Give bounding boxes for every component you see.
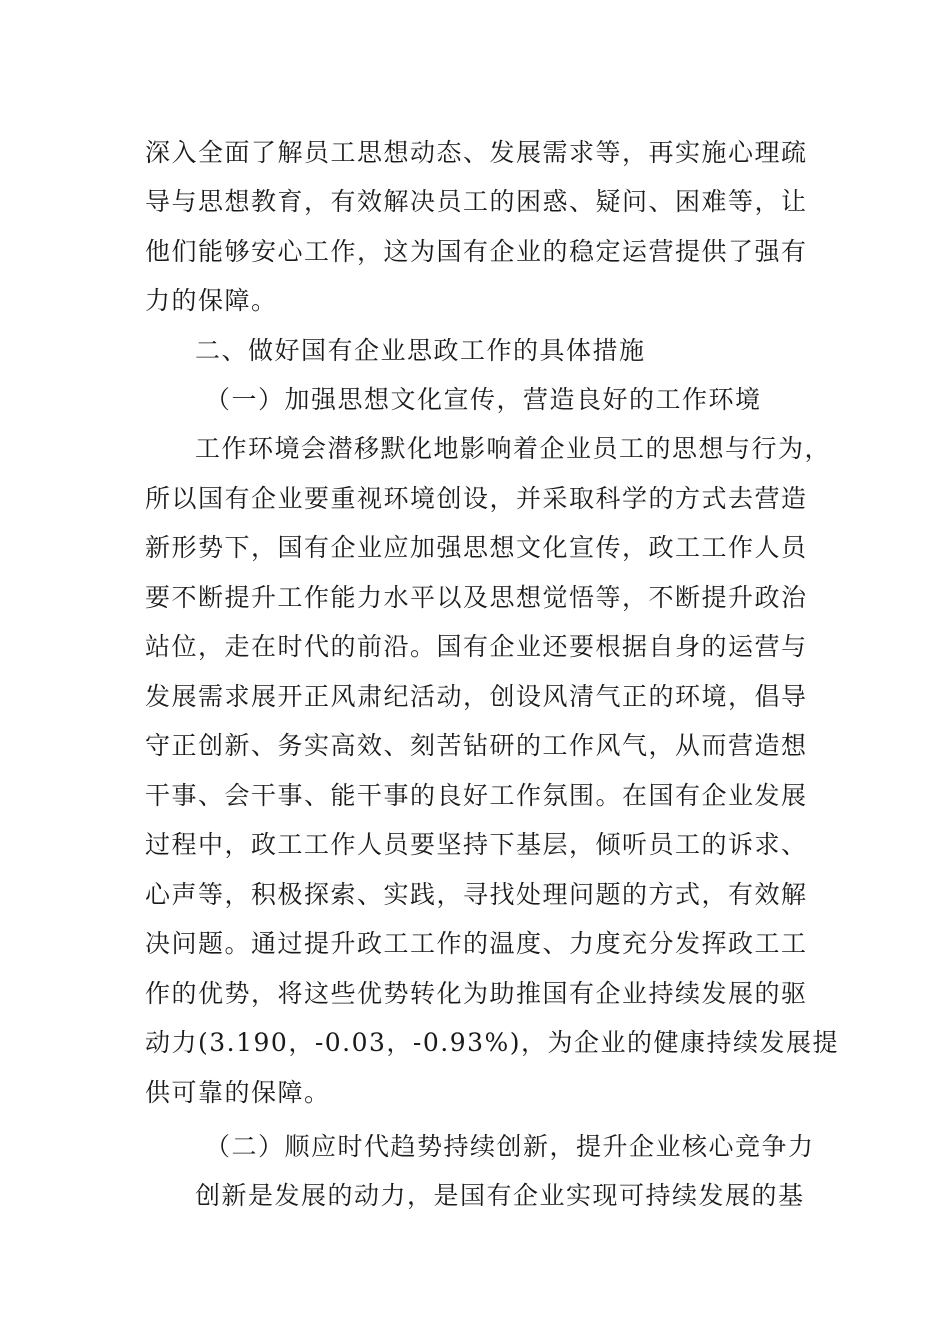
- body-text-line: 新形势下，国有企业应加强思想文化宣传，政工工作人员: [145, 533, 808, 562]
- body-text-line: 决问题。通过提升政工工作的温度、力度充分发挥政工工: [145, 929, 808, 958]
- body-text-line: 动力(3.190，-0.03，-0.93%)，为企业的健康持续发展提: [145, 1028, 840, 1057]
- body-text-line: 干事、会干事、能干事的良好工作氛围。在国有企业发展: [145, 781, 808, 810]
- body-text-line: 要不断提升工作能力水平以及思想觉悟等，不断提升政治: [145, 583, 808, 612]
- body-text-line: 发展需求展开正风肃纪活动，创设风清气正的环境，倡导: [145, 682, 808, 711]
- body-text-line: 过程中，政工工作人员要坚持下基层，倾听员工的诉求、: [145, 830, 808, 859]
- body-text-line: 他们能够安心工作，这为国有企业的稳定运营提供了强有: [145, 237, 808, 266]
- body-text-line: 所以国有企业要重视环境创设，并采取科学的方式去营造: [145, 484, 808, 513]
- body-text-line: 站位，走在时代的前沿。国有企业还要根据自身的运营与: [145, 632, 808, 661]
- body-text-line: 深入全面了解员工思想动态、发展需求等，再实施心理疏: [145, 138, 808, 167]
- body-text-line: 工作环境会潜移默化地影响着企业员工的思想与行为，: [195, 434, 832, 463]
- subsection-heading: （一）加强思想文化宣传，营造良好的工作环境: [205, 385, 762, 414]
- subsection-heading: （二）顺应时代趋势持续创新，提升企业核心竞争力: [205, 1132, 815, 1161]
- body-text-line: 供可靠的保障。: [145, 1078, 331, 1107]
- body-text-line: 导与思想教育，有效解决员工的困惑、疑问、困难等，让: [145, 187, 808, 216]
- section-heading: 二、做好国有企业思政工作的具体措施: [195, 336, 646, 365]
- body-text-line: 作的优势，将这些优势转化为助推国有企业持续发展的驱: [145, 979, 808, 1008]
- body-text-line: 力的保障。: [145, 286, 278, 315]
- body-text-line: 守正创新、务实高效、刻苦钻研的工作风气，从而营造想: [145, 731, 808, 760]
- body-text-line: 心声等，积极探索、实践，寻找处理问题的方式，有效解: [145, 880, 808, 909]
- body-text-line: 创新是发展的动力，是国有企业实现可持续发展的基: [195, 1181, 805, 1210]
